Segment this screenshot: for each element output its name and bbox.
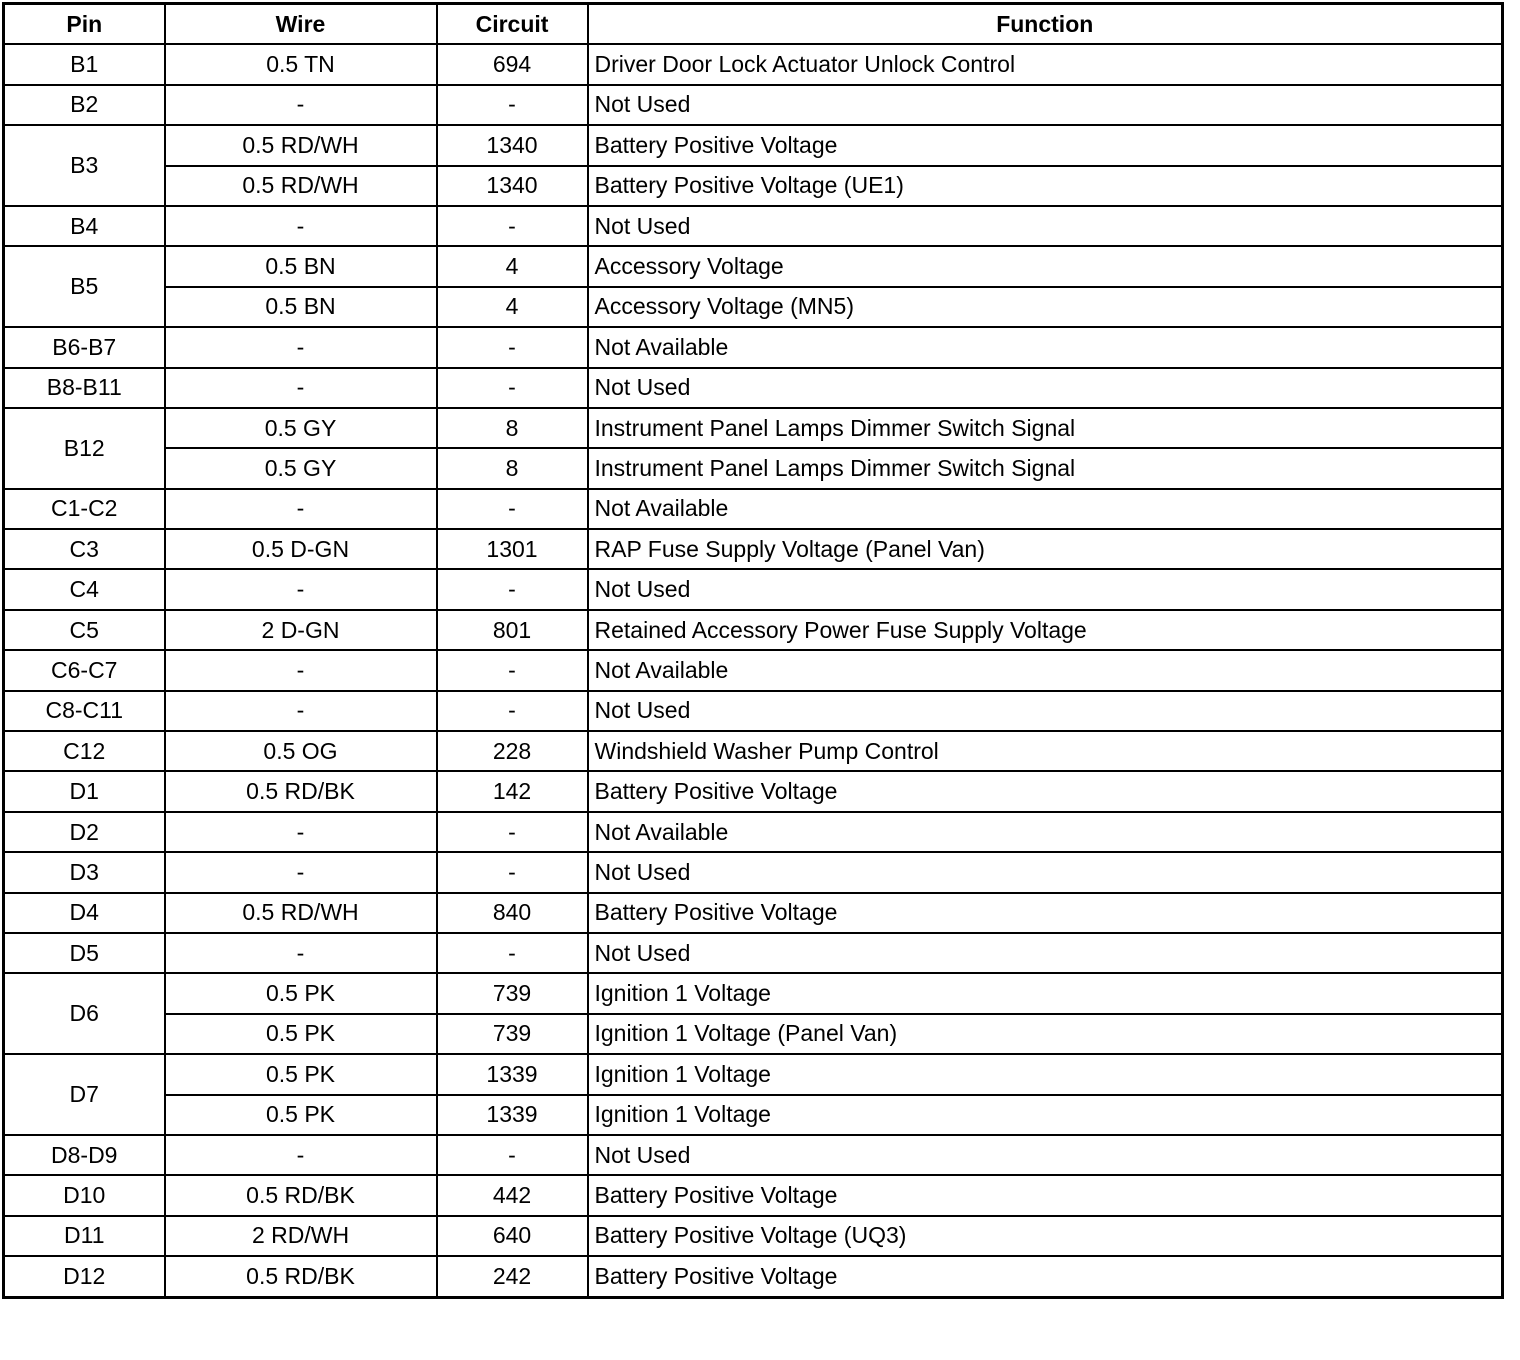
pin-cell: D3 xyxy=(4,852,165,892)
function-cell: Battery Positive Voltage xyxy=(588,893,1503,933)
circuit-cell: 739 xyxy=(437,1014,588,1054)
pin-cell: B2 xyxy=(4,85,165,125)
function-cell: Instrument Panel Lamps Dimmer Switch Signal xyxy=(588,448,1503,488)
table-row xyxy=(4,327,1503,367)
table-row xyxy=(4,1216,1503,1256)
table-row xyxy=(4,125,1503,165)
table-row xyxy=(4,691,1503,731)
pin-cell: D2 xyxy=(4,812,165,852)
wire-cell: - xyxy=(165,852,437,892)
wire-cell: - xyxy=(165,206,437,246)
circuit-cell: 142 xyxy=(437,771,588,811)
function-cell: Not Used xyxy=(588,569,1503,609)
wire-cell: 0.5 GY xyxy=(165,408,437,448)
table-body xyxy=(4,44,1503,1297)
circuit-cell: - xyxy=(437,933,588,973)
wire-cell: 2 RD/WH xyxy=(165,1216,437,1256)
wire-cell: - xyxy=(165,933,437,973)
wire-cell: 0.5 RD/WH xyxy=(165,125,437,165)
circuit-cell: 1339 xyxy=(437,1095,588,1135)
table-row xyxy=(4,812,1503,852)
table-row xyxy=(4,408,1503,448)
pin-cell: B8-B11 xyxy=(4,368,165,408)
wire-cell: - xyxy=(165,489,437,529)
table-row xyxy=(4,973,1503,1013)
function-cell: Battery Positive Voltage (UQ3) xyxy=(588,1216,1503,1256)
table-row xyxy=(4,1014,1503,1054)
circuit-cell: 694 xyxy=(437,44,588,84)
circuit-cell: 4 xyxy=(437,246,588,286)
circuit-cell: - xyxy=(437,812,588,852)
circuit-cell: 442 xyxy=(437,1175,588,1215)
pin-cell: D4 xyxy=(4,893,165,933)
pin-cell: B6-B7 xyxy=(4,327,165,367)
table-row xyxy=(4,85,1503,125)
header-wire: Wire xyxy=(165,4,437,45)
wire-cell: 0.5 GY xyxy=(165,448,437,488)
circuit-cell: - xyxy=(437,650,588,690)
table-row xyxy=(4,1054,1503,1094)
function-cell: Not Used xyxy=(588,368,1503,408)
function-cell: Ignition 1 Voltage xyxy=(588,973,1503,1013)
pin-cell: C4 xyxy=(4,569,165,609)
wire-cell: - xyxy=(165,569,437,609)
function-cell: Not Available xyxy=(588,812,1503,852)
wire-cell: 0.5 RD/WH xyxy=(165,893,437,933)
circuit-cell: 739 xyxy=(437,973,588,1013)
pin-cell: C3 xyxy=(4,529,165,569)
wire-cell: 0.5 PK xyxy=(165,1054,437,1094)
table-row xyxy=(4,246,1503,286)
circuit-cell: 1301 xyxy=(437,529,588,569)
function-cell: Ignition 1 Voltage xyxy=(588,1054,1503,1094)
function-cell: Accessory Voltage (MN5) xyxy=(588,287,1503,327)
table-row xyxy=(4,893,1503,933)
function-cell: Driver Door Lock Actuator Unlock Control xyxy=(588,44,1503,84)
table-row xyxy=(4,1256,1503,1297)
header-pin: Pin xyxy=(4,4,165,45)
circuit-cell: 801 xyxy=(437,610,588,650)
header-row xyxy=(4,4,1503,45)
function-cell: Battery Positive Voltage xyxy=(588,1175,1503,1215)
circuit-cell: 8 xyxy=(437,408,588,448)
function-cell: Retained Accessory Power Fuse Supply Voltage xyxy=(588,610,1503,650)
table-row xyxy=(4,1135,1503,1175)
table-row xyxy=(4,1175,1503,1215)
connector-pinout-document xyxy=(2,2,1504,1299)
pin-cell: B4 xyxy=(4,206,165,246)
circuit-cell: 1340 xyxy=(437,125,588,165)
function-cell: Not Used xyxy=(588,85,1503,125)
circuit-cell: - xyxy=(437,368,588,408)
pin-cell: D5 xyxy=(4,933,165,973)
function-cell: Not Used xyxy=(588,933,1503,973)
pin-cell: B5 xyxy=(4,246,165,327)
wire-cell: - xyxy=(165,1135,437,1175)
pin-cell: D7 xyxy=(4,1054,165,1135)
pin-cell: C1-C2 xyxy=(4,489,165,529)
function-cell: Not Used xyxy=(588,206,1503,246)
header-function: Function xyxy=(588,4,1503,45)
function-cell: Battery Positive Voltage xyxy=(588,125,1503,165)
wire-cell: - xyxy=(165,85,437,125)
pinout-table xyxy=(2,2,1504,1299)
table-row xyxy=(4,771,1503,811)
table-row xyxy=(4,852,1503,892)
pin-cell: D8-D9 xyxy=(4,1135,165,1175)
table-row xyxy=(4,1095,1503,1135)
pin-cell: C8-C11 xyxy=(4,691,165,731)
wire-cell: - xyxy=(165,327,437,367)
table-row xyxy=(4,368,1503,408)
circuit-cell: 1340 xyxy=(437,166,588,206)
wire-cell: - xyxy=(165,368,437,408)
wire-cell: - xyxy=(165,812,437,852)
function-cell: Not Available xyxy=(588,489,1503,529)
function-cell: Instrument Panel Lamps Dimmer Switch Signal xyxy=(588,408,1503,448)
function-cell: Not Used xyxy=(588,852,1503,892)
wire-cell: 0.5 TN xyxy=(165,44,437,84)
circuit-cell: - xyxy=(437,206,588,246)
table-row xyxy=(4,206,1503,246)
table-row xyxy=(4,529,1503,569)
function-cell: Ignition 1 Voltage xyxy=(588,1095,1503,1135)
circuit-cell: 640 xyxy=(437,1216,588,1256)
function-cell: RAP Fuse Supply Voltage (Panel Van) xyxy=(588,529,1503,569)
circuit-cell: - xyxy=(437,691,588,731)
pin-cell: D6 xyxy=(4,973,165,1054)
header-circuit: Circuit xyxy=(437,4,588,45)
table-row xyxy=(4,44,1503,84)
wire-cell: 0.5 OG xyxy=(165,731,437,771)
function-cell: Battery Positive Voltage (UE1) xyxy=(588,166,1503,206)
wire-cell: 0.5 D-GN xyxy=(165,529,437,569)
table-row xyxy=(4,731,1503,771)
circuit-cell: - xyxy=(437,327,588,367)
wire-cell: 2 D-GN xyxy=(165,610,437,650)
table-row xyxy=(4,610,1503,650)
function-cell: Ignition 1 Voltage (Panel Van) xyxy=(588,1014,1503,1054)
pin-cell: B1 xyxy=(4,44,165,84)
wire-cell: 0.5 BN xyxy=(165,246,437,286)
pin-cell: D12 xyxy=(4,1256,165,1297)
pin-cell: C12 xyxy=(4,731,165,771)
circuit-cell: - xyxy=(437,489,588,529)
wire-cell: 0.5 RD/BK xyxy=(165,1256,437,1297)
circuit-cell: 228 xyxy=(437,731,588,771)
wire-cell: 0.5 PK xyxy=(165,1014,437,1054)
function-cell: Windshield Washer Pump Control xyxy=(588,731,1503,771)
function-cell: Not Available xyxy=(588,327,1503,367)
circuit-cell: - xyxy=(437,852,588,892)
circuit-cell: 4 xyxy=(437,287,588,327)
circuit-cell: 242 xyxy=(437,1256,588,1297)
wire-cell: 0.5 RD/WH xyxy=(165,166,437,206)
table-row xyxy=(4,569,1503,609)
pin-cell: D1 xyxy=(4,771,165,811)
function-cell: Not Available xyxy=(588,650,1503,690)
circuit-cell: - xyxy=(437,1135,588,1175)
table-row xyxy=(4,933,1503,973)
pin-cell: C5 xyxy=(4,610,165,650)
circuit-cell: - xyxy=(437,569,588,609)
table-row xyxy=(4,448,1503,488)
wire-cell: 0.5 RD/BK xyxy=(165,1175,437,1215)
table-row xyxy=(4,650,1503,690)
wire-cell: 0.5 PK xyxy=(165,1095,437,1135)
pin-cell: C6-C7 xyxy=(4,650,165,690)
circuit-cell: - xyxy=(437,85,588,125)
table-row xyxy=(4,287,1503,327)
pin-cell: B12 xyxy=(4,408,165,489)
pin-cell: D11 xyxy=(4,1216,165,1256)
pin-cell: B3 xyxy=(4,125,165,206)
function-cell: Battery Positive Voltage xyxy=(588,1256,1503,1297)
pin-cell: D10 xyxy=(4,1175,165,1215)
function-cell: Not Used xyxy=(588,1135,1503,1175)
circuit-cell: 1339 xyxy=(437,1054,588,1094)
table-row xyxy=(4,489,1503,529)
wire-cell: - xyxy=(165,691,437,731)
function-cell: Battery Positive Voltage xyxy=(588,771,1503,811)
circuit-cell: 8 xyxy=(437,448,588,488)
wire-cell: - xyxy=(165,650,437,690)
table-row xyxy=(4,166,1503,206)
wire-cell: 0.5 PK xyxy=(165,973,437,1013)
circuit-cell: 840 xyxy=(437,893,588,933)
function-cell: Accessory Voltage xyxy=(588,246,1503,286)
wire-cell: 0.5 RD/BK xyxy=(165,771,437,811)
wire-cell: 0.5 BN xyxy=(165,287,437,327)
function-cell: Not Used xyxy=(588,691,1503,731)
